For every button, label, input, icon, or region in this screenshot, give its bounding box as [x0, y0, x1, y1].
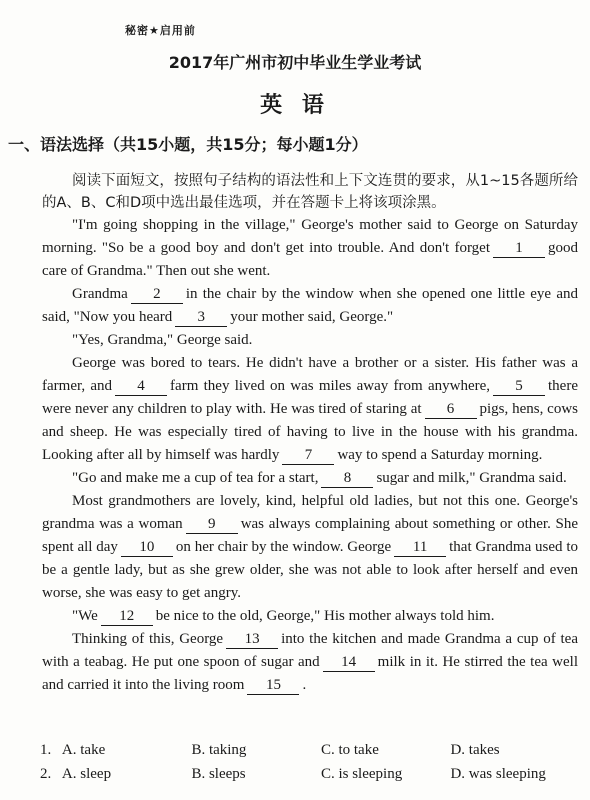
text-segment: Most grandmothers are lovely, kind, helpful old ladies, but not this one. George's grandma was a woman: [42, 493, 578, 532]
blank-11: 11: [394, 538, 446, 557]
blank-10: 10: [121, 538, 173, 557]
option-c: C. is sleeping: [320, 765, 403, 782]
option-row-1: [40, 738, 580, 762]
passage-body: [42, 170, 578, 697]
option-a: A. take: [61, 741, 106, 758]
blank-2: 2: [131, 285, 183, 304]
blank-9: 9: [186, 515, 238, 534]
subject-title: 英 语: [260, 93, 330, 118]
text-segment: sugar and milk," Grandma said.: [376, 470, 567, 486]
section-title: 一、语法选择（共15小题，共15分；每小题1分）: [8, 135, 368, 154]
passage-paragraph-4: [42, 352, 578, 467]
passage-paragraph-5: [42, 467, 578, 490]
text-segment: be nice to the old, George," His mother always told him.: [155, 608, 495, 624]
passage-paragraph-6: [42, 490, 578, 605]
text-segment: Grandma: [72, 286, 128, 302]
blank-13: 13: [226, 630, 278, 649]
text-segment: milk in it. He stirred the tea well and carried it into the living room: [42, 654, 578, 693]
text-segment: "Go and make me a cup of tea for a start,: [72, 470, 319, 486]
blank-5: 5: [493, 377, 545, 396]
option-b: B. taking: [191, 741, 247, 758]
text-segment: on her chair by the window. George: [175, 539, 392, 555]
text-segment: into the kitchen and made Grandma a cup of tea with a teabag. He put one spoon of sugar and: [42, 631, 578, 670]
passage-paragraph-7: [42, 605, 578, 628]
blank-14: 14: [323, 653, 375, 672]
blank-12: 12: [101, 607, 153, 626]
text-segment: good care of Grandma." Then out she went.: [42, 240, 578, 279]
passage-paragraph-8: [42, 628, 578, 697]
blank-3: 3: [175, 308, 227, 327]
question-number: 2.: [40, 765, 52, 782]
blank-8: 8: [321, 469, 373, 488]
text-segment: "I'm going shopping in the village," George's mother said to George on Saturday morning. "So be a good boy and don't get into trouble. And don't forget: [42, 217, 578, 256]
blank-1: 1: [493, 239, 545, 258]
option-d: D. takes: [450, 741, 500, 758]
text-segment: there were never any children to play with. He was tired of staring at: [42, 378, 578, 417]
blank-15: 15: [247, 676, 299, 695]
exam-title: 2017年广州市初中毕业生学业考试: [168, 53, 422, 72]
text-segment: .: [302, 677, 307, 693]
text-segment: pigs, hens, cows and sheep. He was especially tired of having to live in the house with his grandma. Looking after all by himself was hardly: [42, 401, 578, 463]
option-d: D. was sleeping: [450, 765, 546, 782]
passage-paragraph-3: "Yes, Grandma," George said.: [72, 332, 253, 348]
section-instructions: 阅读下面短文，按照句子结构的语法性和上下文连贯的要求，从1~15各题所给的A、B、C和D项中选出最佳选项，并在答题卡上将该项涂黑。: [42, 173, 578, 211]
text-segment: your mother said, George.": [230, 309, 394, 325]
text-segment: farm they lived on was miles away from anywhere,: [170, 378, 491, 394]
blank-4: 4: [115, 377, 167, 396]
option-b: B. sleeps: [191, 765, 246, 782]
option-row-2: [40, 762, 580, 786]
text-segment: in the chair by the window when she opened one little eye and said, "Now you heard: [42, 286, 578, 325]
passage-paragraph-1: [42, 214, 578, 283]
option-a: A. sleep: [61, 765, 112, 782]
secret-label: 秘密★启用前: [125, 24, 196, 37]
text-segment: Thinking of this, George: [72, 631, 224, 647]
answer-options: [40, 738, 580, 786]
text-segment: way to spend a Saturday morning.: [337, 447, 543, 463]
blank-7: 7: [282, 446, 334, 465]
text-segment: that Grandma used to be a gentle lady, but as she grew older, she was not able to look after herself and even worse, she was easy to get angry.: [42, 539, 578, 601]
text-segment: George was bored to tears. He didn't have a brother or a sister. His father was a farmer, and: [42, 355, 578, 394]
text-segment: "We: [72, 608, 98, 624]
text-segment: was always complaining about something or other. She spent all day: [42, 516, 579, 555]
passage-paragraph-2: [42, 283, 578, 329]
blank-6: 6: [425, 400, 477, 419]
question-number: 1.: [40, 741, 52, 758]
option-c: C. to take: [320, 741, 379, 758]
